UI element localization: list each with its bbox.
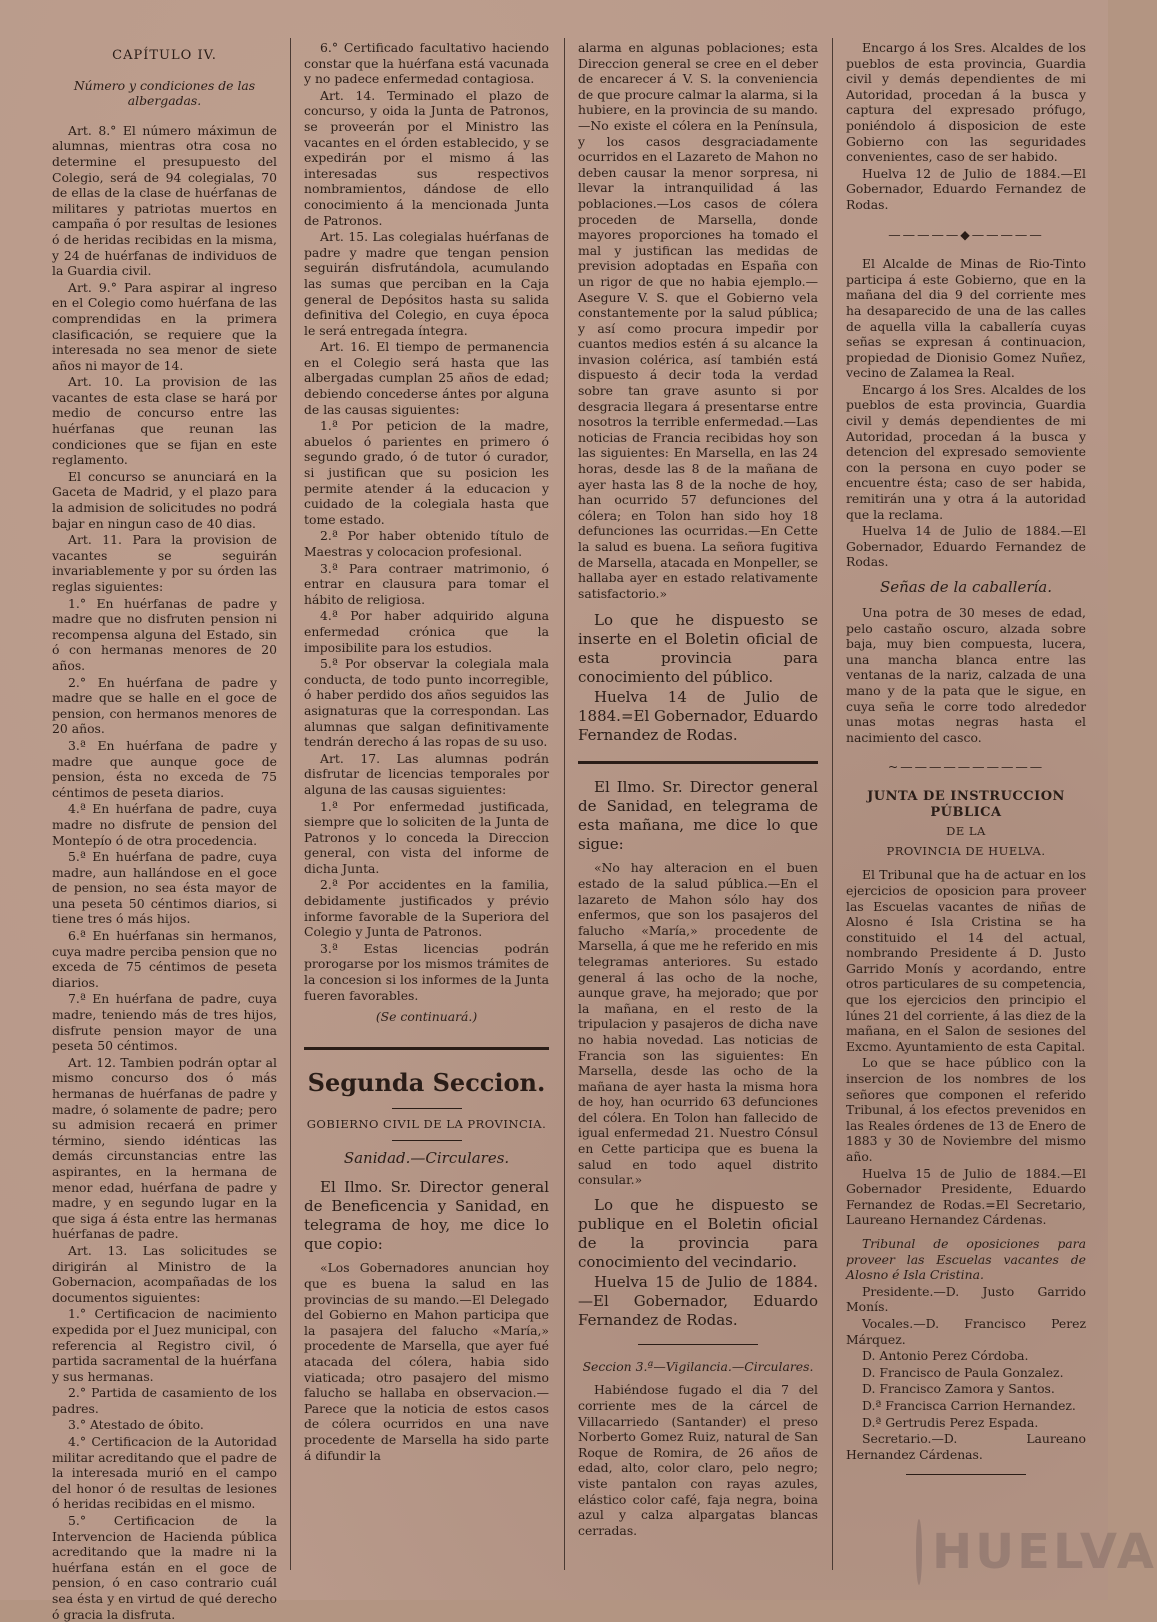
archive-logo-icon: [916, 1519, 922, 1585]
article-paragraph: 3.° Atestado de óbito.: [68, 1417, 204, 1433]
article-paragraph: Art. 15. Las colegialas huérfanas de padre y madre que tengan pension seguirán disfrutándola, acumulando las sumas que perciban en la Caja general de Depósitos hasta su salida definitiva del Colegio, en cuya época le será entregada íntegra.: [304, 229, 549, 338]
article-paragraph: 3.ª En huérfana de padre y madre que aunque goce de pension, ésta no exceda de 75 céntimos de peseta diarios.: [52, 737, 277, 800]
article-paragraph: 4.ª En huérfana de padre, cuya madre no disfrute de pension del Montepío ó de otra procedencia.: [52, 801, 277, 848]
chapter-heading: CAPÍTULO IV.: [112, 48, 217, 63]
article-paragraph: 6.° Certificado facultativo haciendo constar que la huérfana está vacunada y no padece enfermedad contagiosa.: [304, 40, 549, 87]
short-rule: [392, 1108, 462, 1109]
article-paragraph: 7.ª En huérfana de padre, cuya madre, teniendo más de tres hijos, disfrute pension mayor de una peseta 50 céntimos.: [52, 991, 277, 1054]
article-paragraph: 3.ª Estas licencias podrán prorogarse por los mismos trámites de la concesion si los informes de la Junta fueren favorables.: [304, 940, 549, 1003]
article-paragraph: Art. 12. Tambien podrán optar al mismo concurso dos ó más hermanas de huérfanas de padre y madre, ó solamente de padre; pero su admision recaerá en primer término, siendo idénticas las demás circunstancias entre las aspirantes, en la hermana de menor edad, huérfana de padre y madre, y en segundo lugar en la que siga á ésta entre las hermanas huérfanas de padre.: [52, 1054, 277, 1242]
dispuesto-paragraph: Lo que he dispuesto se inserte en el Boletin oficial de esta provincia para conocimiento del público.: [578, 611, 818, 687]
seccion-heading: Seccion 3.ª—Vigilancia.—Circulares.: [582, 1358, 814, 1374]
tribunal-paragraph: El Tribunal que ha de actuar en los ejercicios de oposicion para proveer las Escuelas vacantes de niñas de Alosno é Isla Cristina se ha constituido el 14 del actual, nombrando Presidente á D. Justo Garrido Monís y acordando, entre otros particulares de su competencia, que los ejercicios den principio el lúnes 21 del corriente, á las diez de la mañana, en el Salon de sesiones del Excmo. Ayuntamiento de esta Capital.: [846, 867, 1086, 1054]
article-paragraph: 2.ª Por haber obtenido título de Maestras y colocacion profesional.: [304, 528, 549, 559]
flourish-divider: —————◆—————: [888, 226, 1044, 242]
watermark-text: HUELVA: [932, 1524, 1157, 1580]
chapter-subtitle: Número y condiciones de las albergadas.: [73, 77, 256, 109]
article-paragraph: 5.ª Por observar la colegiala mala conducta, de todo punto incorregible, ó haber perdido dos años seguidos las asignaturas que la correspondan. Las alumnas que salgan definitivamente tendrán derecho á las ropas de su uso.: [304, 656, 549, 750]
tribunal-member: Vocales.—D. Francisco Perez Márquez.: [846, 1315, 1086, 1347]
article-paragraph: Art. 10. La provision de las vacantes de esta clase se hará por medio de concurso entre las huérfanas que reunan las condiciones que se fijan en este reglamento.: [52, 374, 277, 468]
article-paragraph: 3.ª Para contraer matrimonio, ó entrar en clausura para tomar el hábito de religiosa.: [304, 560, 549, 607]
tribunal-member: D. Francisco de Paula Gonzalez.: [862, 1364, 1064, 1380]
tribunal-member: Secretario.—D. Laureano Hernandez Cárdenas.: [846, 1431, 1086, 1462]
sanidad-heading: Sanidad.—Circulares.: [343, 1149, 510, 1168]
tribunal-member: D.ª Gertrudis Perez Espada.: [862, 1414, 1039, 1430]
article-paragraph: 6.ª En huérfanas sin hermanos, cuya madre perciba pension que no exceda de 75 céntimos de peseta diarios.: [52, 928, 277, 990]
archive-watermark: [916, 1512, 1157, 1592]
article-paragraph: 1.ª Por enfermedad justificada, siempre que lo soliciten de la Junta de Patronos y lo conceda la Direccion general, con vista del informe de dicha Junta.: [304, 798, 549, 876]
continued-note: (Se continuará.): [375, 1009, 478, 1025]
encargo-paragraph: Encargo á los Sres. Alcaldes de los pueblos de esta provincia, Guardia civil y demás dependientes de mi Autoridad, procedan á la busca y captura del expresado prófugo, poniéndolo á disposicion de este Gobierno con las seguridades convenientes, caso de ser habido.: [846, 40, 1086, 165]
column-1: [52, 40, 277, 1622]
section-divider: [578, 761, 818, 764]
section-divider: [304, 1047, 549, 1050]
article-paragraph: 1.° Certificacion de nacimiento expedida por el Juez municipal, con referencia al Registro civil, ó partida sacramental de la huérfana y sus hermanas.: [52, 1306, 277, 1384]
signature: Huelva 14 de Julio de 1884.—El Gobernador, Eduardo Fernandez de Rodas.: [846, 523, 1086, 570]
flourish-divider: ~——————————: [887, 759, 1045, 775]
tribunal-member: D. Francisco Zamora y Santos.: [862, 1381, 1055, 1397]
article-paragraph: Art. 8.° El número máximun de alumnas, mientras otra cosa no determine el presupuesto del Colegio, será de 94 colegialas, 70 de ellas de la clase de huérfanas de militares y patriotas muertos en campaña ó por resultas de lesiones ó de heridas recibidas en la misma, y 24 de huérfanas de individuos de la Guardia civil.: [52, 122, 277, 279]
telegram-quote: «No hay alteracion en el buen estado de la salud pública.—En el lazareto de Mahon sólo hay dos enfermos, que son los pasajeros del falucho «María,» procedente de Marsella, á que me he referido en mis telegramas anteriores. Su estado general á las ocho de la noche, aunque grave, ha mejorado; que por la mañana, en el resto de la tripulacion y pasajeros de dicha nave no habia novedad. Las noticias de Francia son las siguientes: En Marsella, desde las ocho de la mañana de ayer hasta la misma hora de hoy, han ocurrido 63 defunciones del cólera. En Tolon han fallecido de igual enfermedad 21. Nuestro Cónsul en Cette participa que es buena la salud en todo aquel distrito consular.»: [578, 860, 818, 1188]
tribunal-title: Tribunal de oposiciones para proveer las Escuelas vacantes de Alosno é Isla Cristina.: [846, 1235, 1086, 1283]
telegram-quote-continued: alarma en algunas poblaciones; esta Direccion general se cree en el deber de encarecer á V. S. la conveniencia de que procure calmar la alarma, si la hubiere, en la provincia de su mando.—No existe el cólera en la Península, y los casos desgraciadamente ocurridos en el Lazareto de Mahon no deben causar la menor sorpresa, ni llevar la intranquilidad á las poblaciones.—Los casos de cólera proceden de Marsella, donde mayores proporciones ha tomado el mal y justifican las medidas de prevision adoptadas en España con un rigor de que no habia ejemplo.—Asegure V. S. que el Gobierno vela constantemente por la salud pública; y así como procura impedir por cuantos medios estén á su alcance la invasion colérica, así también está dispuesto á decir toda la verdad sobre tan grave asunto si por desgracia llegara á presentarse entre nosotros la terrible enfermedad.—Las noticias de Francia recibidas hoy son las siguientes: En Marsella, en las 24 horas, desde las 8 de la mañana de ayer hasta las 8 de la noche de hoy, han ocurrido 57 defunciones del cólera; en Tolon han sido hoy 18 defunciones las ocurridas.—En Cette la salud es buena. La señora fugitiva de Marsella, atacada en Monpeller, se hallaba ayer en estado relativamente satisfactorio.»: [578, 40, 818, 601]
tribunal-member: D.ª Francisca Carrion Hernandez.: [862, 1397, 1076, 1413]
article-paragraph: 5.° Certificacion de la Intervencion de Hacienda pública acreditando que la madre ni la huérfana están en el goce de pension, ó en caso contrario cuál sea ésta y en virtud de qué derecho ó gracia la disfruta.: [52, 1513, 277, 1622]
gobierno-heading: GOBIERNO CIVIL DE LA PROVINCIA.: [306, 1116, 547, 1131]
article-paragraph: 2.° En huérfana de padre y madre que se halle en el goce de pension, con hermanos menores de 20 años.: [52, 674, 277, 737]
encargo-paragraph: Encargo á los Sres. Alcaldes de los pueblos de esta provincia, Guardia civil y demás dependientes de mi Autoridad, procedan á la busca y detencion del expresado semoviente con la persona en cuyo poder se encuentre ésta; caso de ser habida, remitirán una y otra á la autoridad que la reclama.: [846, 381, 1086, 522]
article-paragraph: Art. 9.° Para aspirar al ingreso en el Colegio como huérfana de las comprendidas en la primera clasificación, se requiere que la interesada no sea menor de siete años ni mayor de 14.: [52, 279, 277, 373]
col2-article-list: [304, 40, 549, 1003]
junta-de-la: DE LA: [946, 824, 986, 839]
column-3: [578, 40, 818, 1590]
senas-heading: Señas de la caballería.: [879, 578, 1053, 596]
publico-paragraph: Lo que se hace público con la insercion de los nombres de los señores que componen el referido Tribunal, á los efectos prevenidos en las Reales órdenes de 13 de Enero de 1883 y 30 de Noviembre del mismo año.: [846, 1055, 1086, 1164]
junta-heading: JUNTA DE INSTRUCCION PÚBLICA: [867, 788, 1065, 820]
fugitive-notice: Habiéndose fugado el dia 7 del corriente mes de la cárcel de Villacarriedo (Santander) el preso Norberto Gomez Ruiz, natural de San Roque de Romira, de 26 años de edad, alto, color claro, pelo negro; viste pantalon con rayas azules, elástico color café, faja negra, boina azul y calza alpargatas blancas cerradas.: [578, 1382, 818, 1538]
telegram-intro: El Ilmo. Sr. Director general de Sanidad, en telegrama de esta mañana, me dice lo que sigue:: [578, 778, 818, 854]
signature: Huelva 14 de Julio de 1884.=El Gobernador, Eduardo Fernandez de Rodas.: [578, 688, 818, 745]
column-2: [304, 40, 549, 1590]
article-paragraph: 5.ª En huérfana de padre, cuya madre, aun hallándose en el goce de pension, no sea ésta mayor de una peseta 50 céntimos diarios, si tiene tres ó más hijos.: [52, 849, 277, 927]
column-4: [846, 40, 1086, 1590]
article-paragraph: El concurso se anunciará en la Gaceta de Madrid, y el plazo para la admision de solicitudes no podrá bajar en ningun caso de 40 dias.: [52, 468, 277, 531]
alcalde-notice: El Alcalde de Minas de Rio-Tinto participa á este Gobierno, que en la mañana del dia 9 del corriente mes ha desaparecido de una de las calles de aquella villa la caballería cuyas señas se expresan á continuacion, propiedad de Dionisio Gomez Nuñez, vecino de Zalamea la Real.: [846, 256, 1086, 381]
article-paragraph: 2.ª Por accidentes en la familia, debidamente justificados y prévio informe favorable de la Superiora del Colegio y Junta de Patronos.: [304, 877, 549, 940]
article-paragraph: Art. 13. Las solicitudes se dirigirán al Ministro de la Gobernacion, acompañadas de los documentos siguientes:: [52, 1242, 277, 1305]
signature: Huelva 15 de Julio de 1884.—El Gobernador Presidente, Eduardo Fernandez de Rodas.=El Secretario, Laureano Hernandez Cárdenas.: [846, 1165, 1086, 1228]
column-rule: [564, 38, 565, 1570]
article-paragraph: Art. 16. El tiempo de permanencia en el Colegio será hasta que las albergadas cumplan 25 años de edad; debiendo concederse ántes por alguna de las causas siguientes:: [304, 339, 549, 417]
article-paragraph: 1.ª Por peticion de la madre, abuelos ó parientes en primero ó segundo grado, ó de tutor ó curador, si justifican que su posicion les permite atender á la educacion y cuidado de la colegiala hasta que tome estado.: [304, 418, 549, 527]
tribunal-member: Presidente.—D. Justo Garrido Monís.: [846, 1283, 1086, 1315]
short-rule: [638, 1344, 758, 1345]
telegram-quote: «Los Gobernadores anuncian hoy que es buena la salud en las provincias de su mando.—El Delegado del Gobierno en Mahon participa que la pasajera del falucho «María,» procedente de Marsella, que ayer fué atacada del cólera, habia sido viaticada; otro pasajero del mismo falucho se hallaba en observacion.—Parece que la noticia de estos casos de cólera ocurridos en una nave procedente de Marsella ha sido parte á difundir la: [304, 1260, 549, 1463]
article-paragraph: 4.° Certificacion de la Autoridad militar acreditando que el padre de la interesada murió en el campo del honor ó de resultas de lesiones ó heridas recibidas en el mismo.: [52, 1434, 277, 1512]
telegram-intro: El Ilmo. Sr. Director general de Beneficencia y Sanidad, en telegrama de hoy, me dice lo que copio:: [304, 1178, 549, 1254]
signature: Huelva 12 de Julio de 1884.—El Gobernador, Eduardo Fernandez de Rodas.: [846, 165, 1086, 212]
dispuesto-paragraph: Lo que he dispuesto se publique en el Boletin oficial de la provincia para conocimiento del vecindario.: [578, 1195, 818, 1271]
article-paragraph: Art. 17. Las alumnas podrán disfrutar de licencias temporales por alguna de las causas siguientes:: [304, 750, 549, 797]
article-paragraph: Art. 11. Para la provision de vacantes se seguirán invariablemente y por su órden las reglas siguientes:: [52, 532, 277, 594]
column-rule: [290, 38, 291, 1570]
section-title: Segunda Seccion.: [307, 1067, 546, 1097]
col1-article-list: [52, 123, 277, 1622]
article-paragraph: 2.° Partida de casamiento de los padres.: [52, 1385, 277, 1416]
article-paragraph: Art. 14. Terminado el plazo de concurso, y oida la Junta de Patronos, se proveerán por el Ministro las vacantes en el órden establecido, y se expedirán por el mismo á las interesadas sus respectivos nombramientos, dándose de ello conocimiento á la mencionada Junta de Patronos.: [304, 87, 549, 228]
article-paragraph: 1.° En huérfanas de padre y madre que no disfruten pension ni recompensa alguna del Estado, sin ó con hermanas menores de 20 años.: [52, 595, 277, 673]
junta-provincia: PROVINCIA DE HUELVA.: [886, 843, 1046, 858]
article-paragraph: 4.ª Por haber adquirido alguna enfermedad crónica que la imposibilite para los estudios.: [304, 608, 549, 655]
short-rule: [392, 1140, 462, 1141]
tribunal-member: D. Antonio Perez Córdoba.: [862, 1348, 1029, 1364]
short-rule: [906, 1474, 1026, 1475]
senas-description: Una potra de 30 meses de edad, pelo castaño oscuro, alzada sobre baja, muy bien compuesta, lucera, una mancha blanca entre las ventanas de la nariz, calzada de una mano y de la pata que le sigue, en cuya seña le corre todo alrededor unas motas negras hasta el nacimiento del casco.: [846, 605, 1086, 745]
column-rule: [832, 38, 833, 1570]
tribunal-members: [846, 1284, 1086, 1463]
signature: Huelva 15 de Julio de 1884.—El Gobernador, Eduardo Fernandez de Rodas.: [578, 1272, 818, 1329]
